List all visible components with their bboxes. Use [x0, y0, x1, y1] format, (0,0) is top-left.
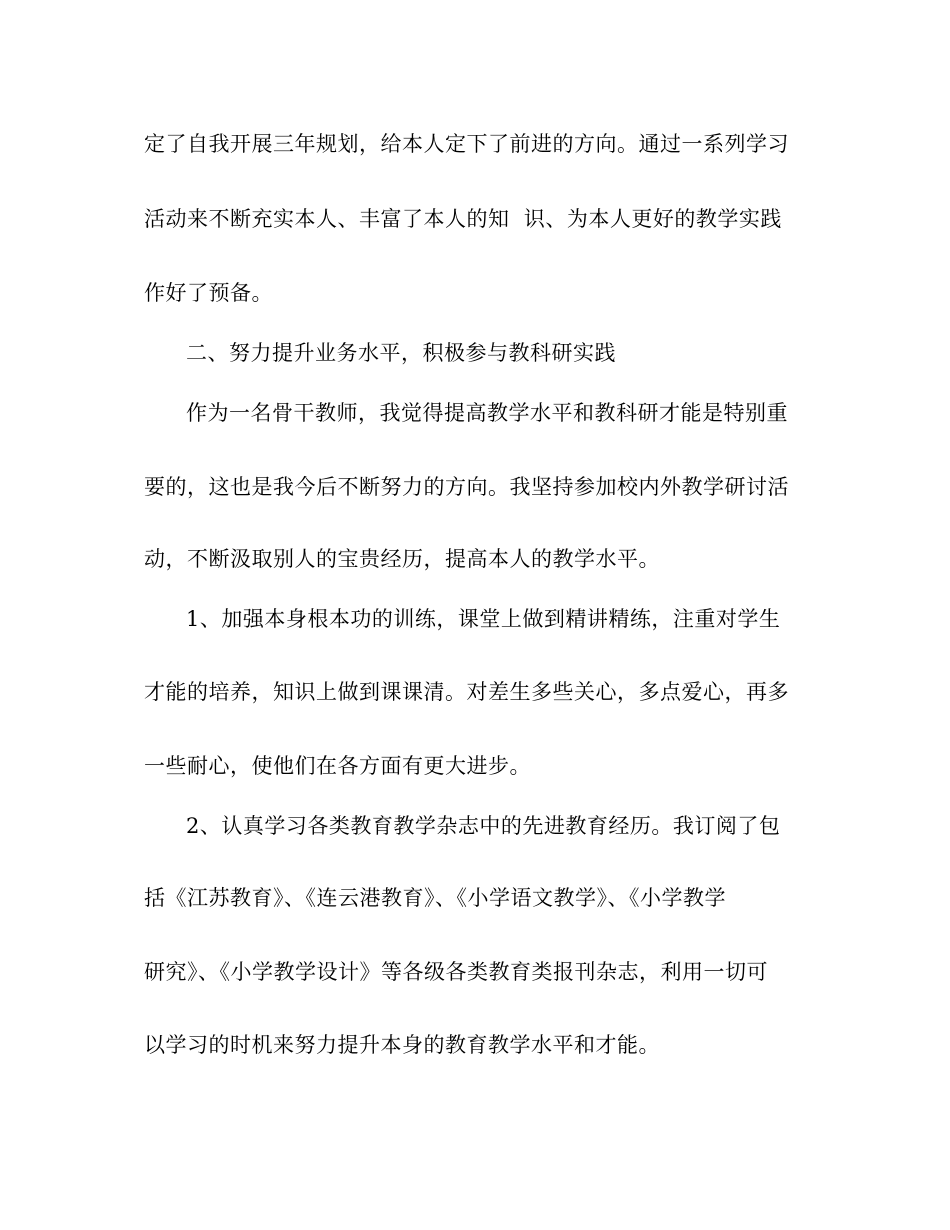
paragraph-line: 研究》、《小学教学设计》等各级各类教育类报刊杂志，利用一切可 [144, 960, 768, 984]
paragraph-line: 定了自我开展三年规划，给本人定下了前进的方向。通过一系列学习 [144, 132, 789, 156]
list-item-line: 1、加强本身根本功的训练，课堂上做到精讲精练，注重对学生 [186, 607, 781, 631]
section-heading: 二、努力提升业务水平，积极参与教科研实践 [186, 341, 616, 365]
paragraph-line: 作好了预备。 [144, 281, 273, 305]
paragraph-line: 才能的培养，知识上做到课课清。对差生多些关心，多点爱心，再多 [144, 680, 789, 704]
paragraph-line: 动，不断汲取别人的宝贵经历，提高本人的教学水平。 [144, 547, 660, 571]
paragraph-line: 括《江苏教育》、《连云港教育》、《小学语文教学》、《小学教学 [144, 886, 726, 910]
paragraph-line: 一些耐心，使他们在各方面有更大进步。 [144, 754, 531, 778]
list-item-line: 2、认真学习各类教育教学杂志中的先进教育经历。我订阅了包 [186, 814, 781, 838]
paragraph-line: 以学习的时机来努力提升本身的教育教学水平和才能。 [144, 1033, 660, 1057]
paragraph-line: 作为一名骨干教师，我觉得提高教学水平和教科研才能是特别重 [186, 401, 788, 425]
paragraph-line: 活动来不断充实本人、丰富了本人的知 识、为本人更好的教学实践 [144, 207, 782, 231]
paragraph-line: 要的，这也是我今后不断努力的方向。我坚持参加校内外教学研讨活 [144, 475, 789, 499]
